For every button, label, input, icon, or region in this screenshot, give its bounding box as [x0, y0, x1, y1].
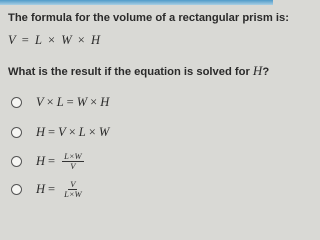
- opt2-equals: =: [48, 124, 56, 139]
- formula-times-1: ×: [48, 33, 56, 47]
- opt1-w: W: [76, 94, 88, 109]
- option-4-expression: [36, 180, 84, 199]
- opt3-equals: =: [48, 153, 56, 168]
- option-3-expression: [36, 152, 84, 171]
- formula-w: W: [61, 33, 72, 47]
- formula-equals: =: [21, 33, 29, 47]
- opt1-v: V: [36, 94, 44, 109]
- answer-option-3[interactable]: [11, 150, 84, 172]
- opt1-times-2: ×: [90, 94, 98, 109]
- opt3-fraction: [62, 152, 84, 171]
- option-1-expression: [36, 95, 109, 110]
- formula-l: L: [34, 33, 42, 47]
- radio-button-3[interactable]: [11, 156, 22, 167]
- opt2-w: W: [98, 124, 110, 139]
- radio-button-2[interactable]: [11, 127, 22, 138]
- radio-button-1[interactable]: [11, 97, 22, 108]
- opt3-h: H: [36, 153, 46, 168]
- opt2-v: V: [58, 124, 66, 139]
- formula-v: V: [8, 33, 16, 47]
- question-line-1: The formula for the volume of a rectangular prism is:: [8, 12, 289, 24]
- opt1-equals: =: [66, 94, 74, 109]
- opt4-numerator: V: [70, 178, 76, 189]
- opt4-equals: =: [48, 181, 56, 196]
- opt4-fraction: [62, 180, 84, 199]
- opt2-times-1: ×: [68, 124, 76, 139]
- radio-button-4[interactable]: [11, 184, 22, 195]
- opt4-h: H: [36, 181, 46, 196]
- opt1-times-1: ×: [46, 94, 54, 109]
- opt2-l: L: [78, 124, 86, 139]
- opt4-denominator: L×W: [64, 188, 82, 199]
- opt1-l: L: [56, 94, 64, 109]
- answer-option-2[interactable]: [11, 121, 109, 143]
- formula-h: H: [90, 33, 100, 47]
- opt3-denominator: V: [70, 160, 76, 171]
- volume-formula: [8, 33, 100, 48]
- question-line-2: [8, 63, 269, 79]
- opt1-h: H: [100, 94, 110, 109]
- option-2-expression: [36, 125, 109, 140]
- opt3-numerator: L×W: [64, 150, 82, 161]
- question-line-2-prefix: What is the result if the equation is solved for: [8, 66, 250, 78]
- formula-times-2: ×: [77, 33, 85, 47]
- opt2-h: H: [36, 124, 46, 139]
- top-accent-bar: [0, 0, 273, 5]
- answer-option-4[interactable]: [11, 178, 84, 200]
- opt2-times-2: ×: [88, 124, 96, 139]
- answer-option-1[interactable]: [11, 91, 109, 113]
- question-line-2-variable: H: [252, 63, 263, 78]
- question-line-2-suffix: ?: [262, 66, 270, 78]
